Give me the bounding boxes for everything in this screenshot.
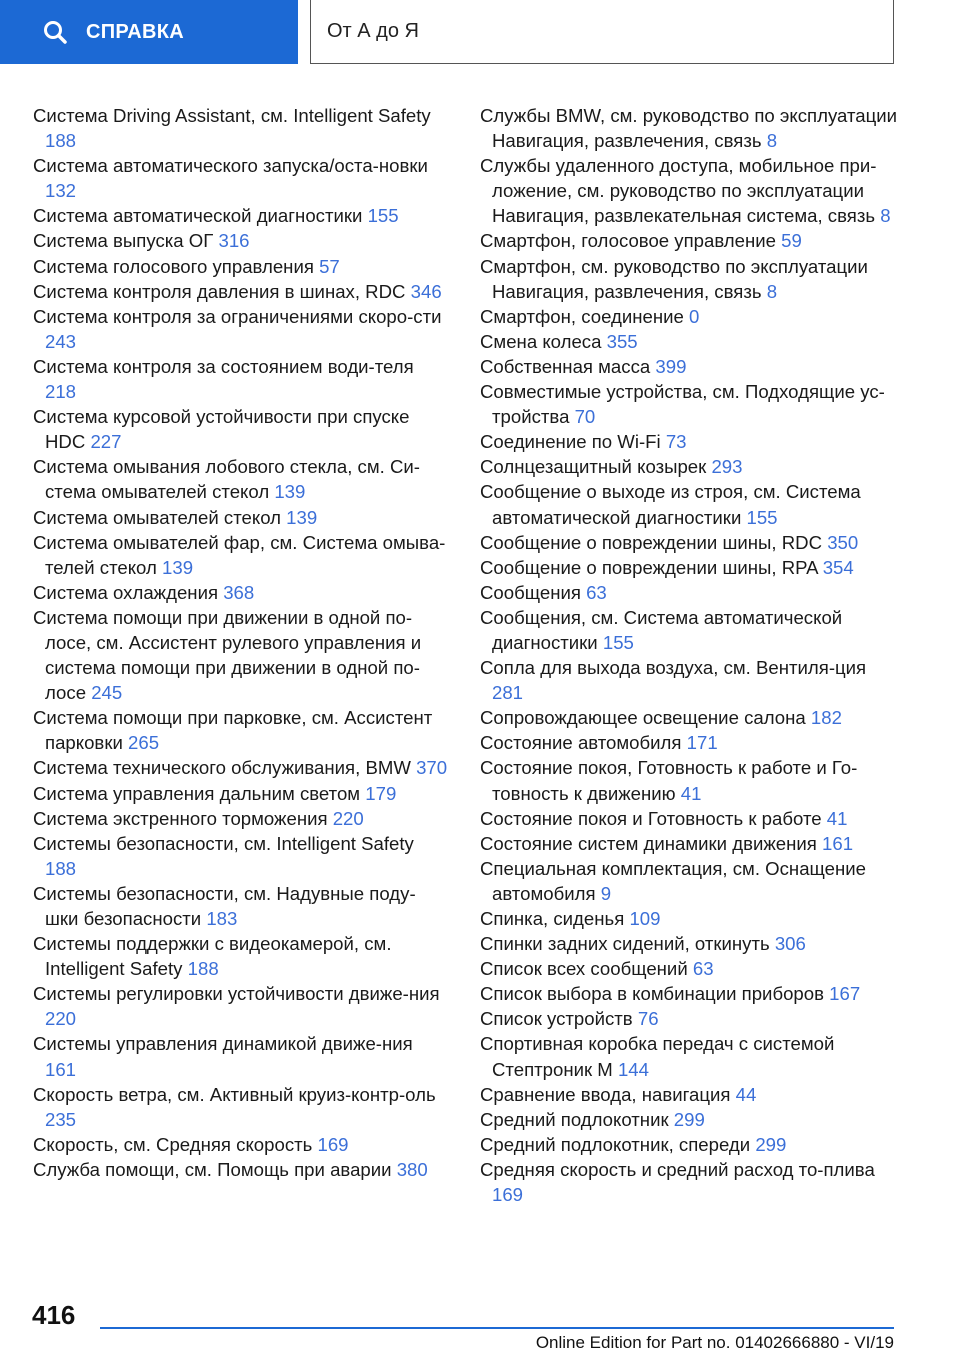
index-entry-text: Система курсовой устойчивости при спуске HDC: [33, 406, 410, 453]
index-entry-text: Система контроля за ограничениями скоро-сти: [33, 305, 442, 327]
index-entry: [480, 379, 900, 429]
index-entry-text: Система охлаждения: [33, 581, 219, 603]
index-entry: [33, 279, 448, 304]
index-entry-text: Средняя скорость и средний расход то-плива: [480, 1158, 875, 1180]
index-entry-page-link[interactable]: 265: [128, 732, 160, 754]
index-entry-page-link[interactable]: 306: [774, 933, 806, 955]
tab-help[interactable]: [0, 0, 298, 64]
index-entry: [480, 1132, 900, 1157]
index-entry: [480, 605, 900, 655]
tab-a-to-z-label: От А до Я: [327, 20, 419, 42]
tab-help-label: СПРАВКА: [86, 20, 185, 43]
index-entry-text: Средний подлокотник: [480, 1108, 669, 1130]
index-entry-text: Системы поддержки с видеокамерой, см. Intelligent Safety: [33, 933, 392, 980]
index-entry-page-link[interactable]: 171: [686, 732, 718, 754]
index-entry-text: Система помощи при парковке, см. Ассистент парковки: [33, 707, 433, 754]
index-entry-text: Система помощи при движении в одной по-лосе, см. Ассистент рулевого управления и система помощи при движении в одной по-лосе: [33, 606, 422, 704]
index-entry: [480, 479, 900, 529]
index-entry: [480, 153, 900, 228]
index-entry: [33, 203, 448, 228]
index-entry: [480, 1082, 900, 1107]
index-entry: [33, 1031, 448, 1081]
top-bar: [0, 0, 960, 66]
index-column-right: [480, 103, 900, 1207]
index-entry-text: Смартфон, голосовое управление: [480, 230, 776, 252]
index-entry: [480, 454, 900, 479]
index-entry-page-link[interactable]: 299: [673, 1108, 705, 1130]
index-entry: [480, 228, 900, 253]
index-entry: [33, 228, 448, 253]
index-entry-page-link[interactable]: 188: [45, 857, 77, 879]
index-entry-text: Смена колеса: [480, 330, 602, 352]
index-entry-text: Система технического обслуживания, BMW: [33, 757, 411, 779]
index-entry-text: Сопла для выхода воздуха, см. Вентиля-ция: [480, 657, 867, 679]
index-entry-page-link[interactable]: 350: [827, 531, 859, 553]
index-entry: [480, 354, 900, 379]
index-entry: [33, 153, 448, 203]
index-entry: [480, 981, 900, 1006]
index-entry-text: Служба помощи, см. Помощь при аварии: [33, 1158, 392, 1180]
index-entry-text: Соединение по Wi-Fi: [480, 431, 661, 453]
index-entry: [480, 655, 900, 705]
index-entry: [480, 931, 900, 956]
index-entry-text: Совместимые устройства, см. Подходящие ус-тройства: [480, 381, 885, 428]
index-entry-text: Скорость, см. Средняя скорость: [33, 1133, 313, 1155]
index-column-left: [33, 103, 448, 1182]
index-entry-text: Собственная масса: [480, 355, 651, 377]
index-entry-text: Список всех сообщений: [480, 958, 688, 980]
index-entry-page-link[interactable]: 380: [396, 1158, 428, 1180]
index-entry: [33, 254, 448, 279]
index-entry-page-link[interactable]: 161: [822, 832, 854, 854]
index-entry-text: Сообщения: [480, 581, 581, 603]
index-entry-text: Системы регулировки устойчивости движе-ния: [33, 983, 440, 1005]
index-entry: [33, 404, 448, 454]
index-entry-page-link[interactable]: 169: [317, 1133, 349, 1155]
index-entry: [480, 806, 900, 831]
index-entry-page-link[interactable]: 188: [45, 130, 77, 152]
index-entry: [33, 1082, 448, 1132]
search-icon: [42, 19, 68, 45]
index-entry: [480, 429, 900, 454]
index-entry: [480, 906, 900, 931]
index-entry: [33, 881, 448, 931]
index-entry-text: Система выпуска ОГ: [33, 230, 214, 252]
index-entry-text: Скорость ветра, см. Активный круиз-контр-оль: [33, 1083, 436, 1105]
index-entry: [33, 981, 448, 1031]
index-entry-text: Средний подлокотник, спереди: [480, 1133, 751, 1155]
index-entry: [33, 806, 448, 831]
index-entry-text: Система автоматического запуска/оста-новки: [33, 155, 428, 177]
index-entry-text: Система контроля давления в шинах, RDC: [33, 280, 406, 302]
index-entry: [480, 755, 900, 805]
index-entry: [33, 304, 448, 354]
index-entry-text: Спинки задних сидений, откинуть: [480, 933, 770, 955]
index-entry-text: Специальная комплектация, см. Оснащение автомобиля: [480, 857, 866, 904]
index-entry-page-link[interactable]: 8: [880, 205, 891, 227]
index-entry-page-link[interactable]: 370: [416, 757, 448, 779]
index-entry-text: Сообщение о повреждении шины, RPA: [480, 556, 818, 578]
index-entry-page-link[interactable]: 183: [206, 908, 238, 929]
index-entry: [480, 730, 900, 755]
index-entry: [33, 1132, 448, 1157]
index-entry: [480, 555, 900, 580]
index-entry-page-link[interactable]: 57: [319, 255, 340, 277]
index-entry: [33, 831, 448, 881]
index-entry-text: Сопровождающее освещение салона: [480, 707, 806, 729]
index-entry-text: Сообщение о повреждении шины, RDC: [480, 531, 823, 553]
index-entry-page-link[interactable]: 44: [735, 1083, 757, 1105]
page-number: 416: [32, 1300, 76, 1330]
index-entry-text: Смартфон, соединение: [480, 305, 690, 327]
index-entry-page-link[interactable]: 355: [606, 330, 638, 352]
index-entry-text: Система автоматической диагностики: [33, 205, 363, 227]
index-entry-page-link[interactable]: 73: [665, 431, 687, 453]
index-entry-page-link[interactable]: 70: [574, 406, 596, 428]
index-entry: [33, 781, 448, 806]
index-entry-page-link[interactable]: 109: [629, 908, 661, 929]
index-entry-text: Система управления дальним светом: [33, 782, 361, 804]
index-entry: [480, 530, 900, 555]
index-entry-page-link[interactable]: 9: [600, 882, 612, 904]
index-entry: [33, 755, 448, 780]
index-entry-page-link[interactable]: 155: [367, 205, 399, 227]
index-entry-page-link[interactable]: 144: [617, 1058, 649, 1080]
index-entry-text: Система экстренного торможения: [33, 807, 328, 829]
index-entry-page-link[interactable]: 182: [810, 707, 842, 729]
index-entry-page-link[interactable]: 155: [602, 631, 634, 653]
index-entry-page-link[interactable]: 220: [45, 1008, 77, 1030]
index-entry-page-link[interactable]: 218: [45, 381, 77, 403]
index-entry-text: Состояние покоя, Готовность к работе и Го-товность к движению: [480, 757, 858, 804]
index-entry-text: Службы удаленного доступа, мобильное при-ложение, см. руководство по эксплуатации Навигация, развлекательная система, связь: [480, 155, 877, 227]
index-entry: [480, 580, 900, 605]
index-entry: [480, 329, 900, 354]
index-entry-page-link[interactable]: 41: [826, 807, 848, 829]
index-entry-page-link[interactable]: 8: [766, 280, 778, 302]
index-entry-page-link[interactable]: 139: [162, 556, 194, 578]
index-entry-text: Список выбора в комбинации приборов: [480, 983, 824, 1005]
index-entry-page-link[interactable]: 243: [45, 330, 77, 352]
index-entry-page-link[interactable]: 76: [637, 1008, 659, 1030]
index-entry-text: Система контроля за состоянием води-теля: [33, 355, 414, 377]
index-entry: [33, 530, 448, 580]
index-entry: [33, 605, 448, 705]
index-entry-text: Сравнение ввода, навигация: [480, 1083, 731, 1105]
index-entry-text: Система голосового управления: [33, 255, 314, 277]
index-entry: [480, 103, 900, 153]
index-entry-page-link[interactable]: 188: [187, 958, 219, 980]
index-entry: [480, 831, 900, 856]
index-entry-page-link[interactable]: 8: [766, 130, 778, 152]
index-entry-page-link[interactable]: 293: [711, 456, 743, 478]
index-entry: [480, 856, 900, 906]
index-entry-page-link[interactable]: 179: [365, 782, 397, 804]
footer-divider: [100, 1327, 894, 1329]
index-entry-text: Спинка, сиденья: [480, 908, 625, 929]
index-entry: [33, 580, 448, 605]
index-entry: [33, 354, 448, 404]
index-entry: [480, 1031, 900, 1081]
index-entry-page-link[interactable]: 59: [781, 230, 802, 252]
index-entry-page-link[interactable]: 132: [45, 180, 77, 202]
index-entry-page-link[interactable]: 220: [332, 807, 364, 829]
index-entry-text: Система омывателей фар, см. Система омыва-телей стекол: [33, 531, 446, 578]
index-entry-page-link[interactable]: 299: [755, 1133, 787, 1155]
index-entry-page-link[interactable]: 41: [680, 782, 702, 804]
index-entry-text: Системы безопасности, см. Надувные поду-шки безопасности: [33, 882, 416, 929]
index-entry-page-link[interactable]: 227: [90, 431, 122, 453]
index-entry: [480, 1157, 900, 1207]
index-entry: [480, 254, 900, 304]
index-entry-text: Системы управления динамикой движе-ния: [33, 1033, 413, 1055]
index-entry-page-link[interactable]: 161: [45, 1058, 77, 1080]
footer-edition: Online Edition for Part no. 01402666880 - VI/19: [535, 1333, 894, 1352]
index-entry-text: Сообщение о выходе из строя, см. Система автоматической диагностики: [480, 481, 861, 528]
index-entry: [480, 304, 900, 329]
index-entry-page-link[interactable]: 169: [492, 1184, 524, 1206]
index-entry: [480, 1006, 900, 1031]
index-entry-text: Состояние систем динамики движения: [480, 832, 817, 854]
tab-a-to-z[interactable]: [310, 0, 894, 64]
index-entry-page-link[interactable]: 139: [274, 481, 306, 503]
index-entry-text: Спортивная коробка передач с системой Стептроник M: [480, 1033, 835, 1080]
index-entry-page-link[interactable]: 354: [822, 556, 854, 578]
index-entry-text: Солнцезащитный козырек: [480, 456, 707, 478]
index-entry: [33, 103, 448, 153]
index-entry-text: Состояние автомобиля: [480, 732, 682, 754]
index-entry-page-link[interactable]: 63: [692, 958, 714, 980]
index-entry-text: Сообщения, см. Система автоматической диагностики: [480, 606, 843, 653]
index-entry-text: Система омывателей стекол: [33, 506, 281, 528]
index-entry-text: Система омывания лобового стекла, см. Си-стема омывателей стекол: [33, 456, 420, 503]
index-entry-text: Системы безопасности, см. Intelligent Safety: [33, 832, 414, 854]
index-entry-page-link[interactable]: 235: [45, 1108, 77, 1130]
index-entry-page-link[interactable]: 316: [218, 230, 250, 252]
index-entry-page-link[interactable]: 368: [223, 581, 255, 603]
index-entry-page-link[interactable]: 0: [689, 305, 700, 327]
index-entry-page-link[interactable]: 346: [410, 280, 442, 302]
index-entry-page-link[interactable]: 63: [586, 581, 607, 603]
index-entry: [480, 705, 900, 730]
index-entry: [33, 705, 448, 755]
index-entry-page-link[interactable]: 281: [492, 682, 524, 704]
index-entry-page-link[interactable]: 139: [286, 506, 318, 528]
index-entry-page-link[interactable]: 399: [655, 355, 687, 377]
index-entry: [33, 505, 448, 530]
index-entry-text: Состояние покоя и Готовность к работе: [480, 807, 822, 829]
index-entry-text: Службы BMW, см. руководство по эксплуатации Навигация, развлечения, связь: [480, 105, 898, 152]
index-entry-text: Система Driving Assistant, см. Intelligent Safety: [33, 105, 431, 126]
index-entry: [480, 1107, 900, 1132]
index-entry: [480, 956, 900, 981]
index-entry-page-link[interactable]: 245: [91, 682, 123, 704]
index-entry: [33, 1157, 448, 1182]
index-entry-text: Смартфон, см. руководство по эксплуатации Навигация, развлечения, связь: [480, 255, 868, 302]
index-entry-page-link[interactable]: 167: [829, 983, 861, 1005]
index-entry-text: Список устройств: [480, 1008, 633, 1030]
index-entry-page-link[interactable]: 155: [746, 506, 778, 528]
index-entry: [33, 931, 448, 981]
index-entry: [33, 454, 448, 504]
